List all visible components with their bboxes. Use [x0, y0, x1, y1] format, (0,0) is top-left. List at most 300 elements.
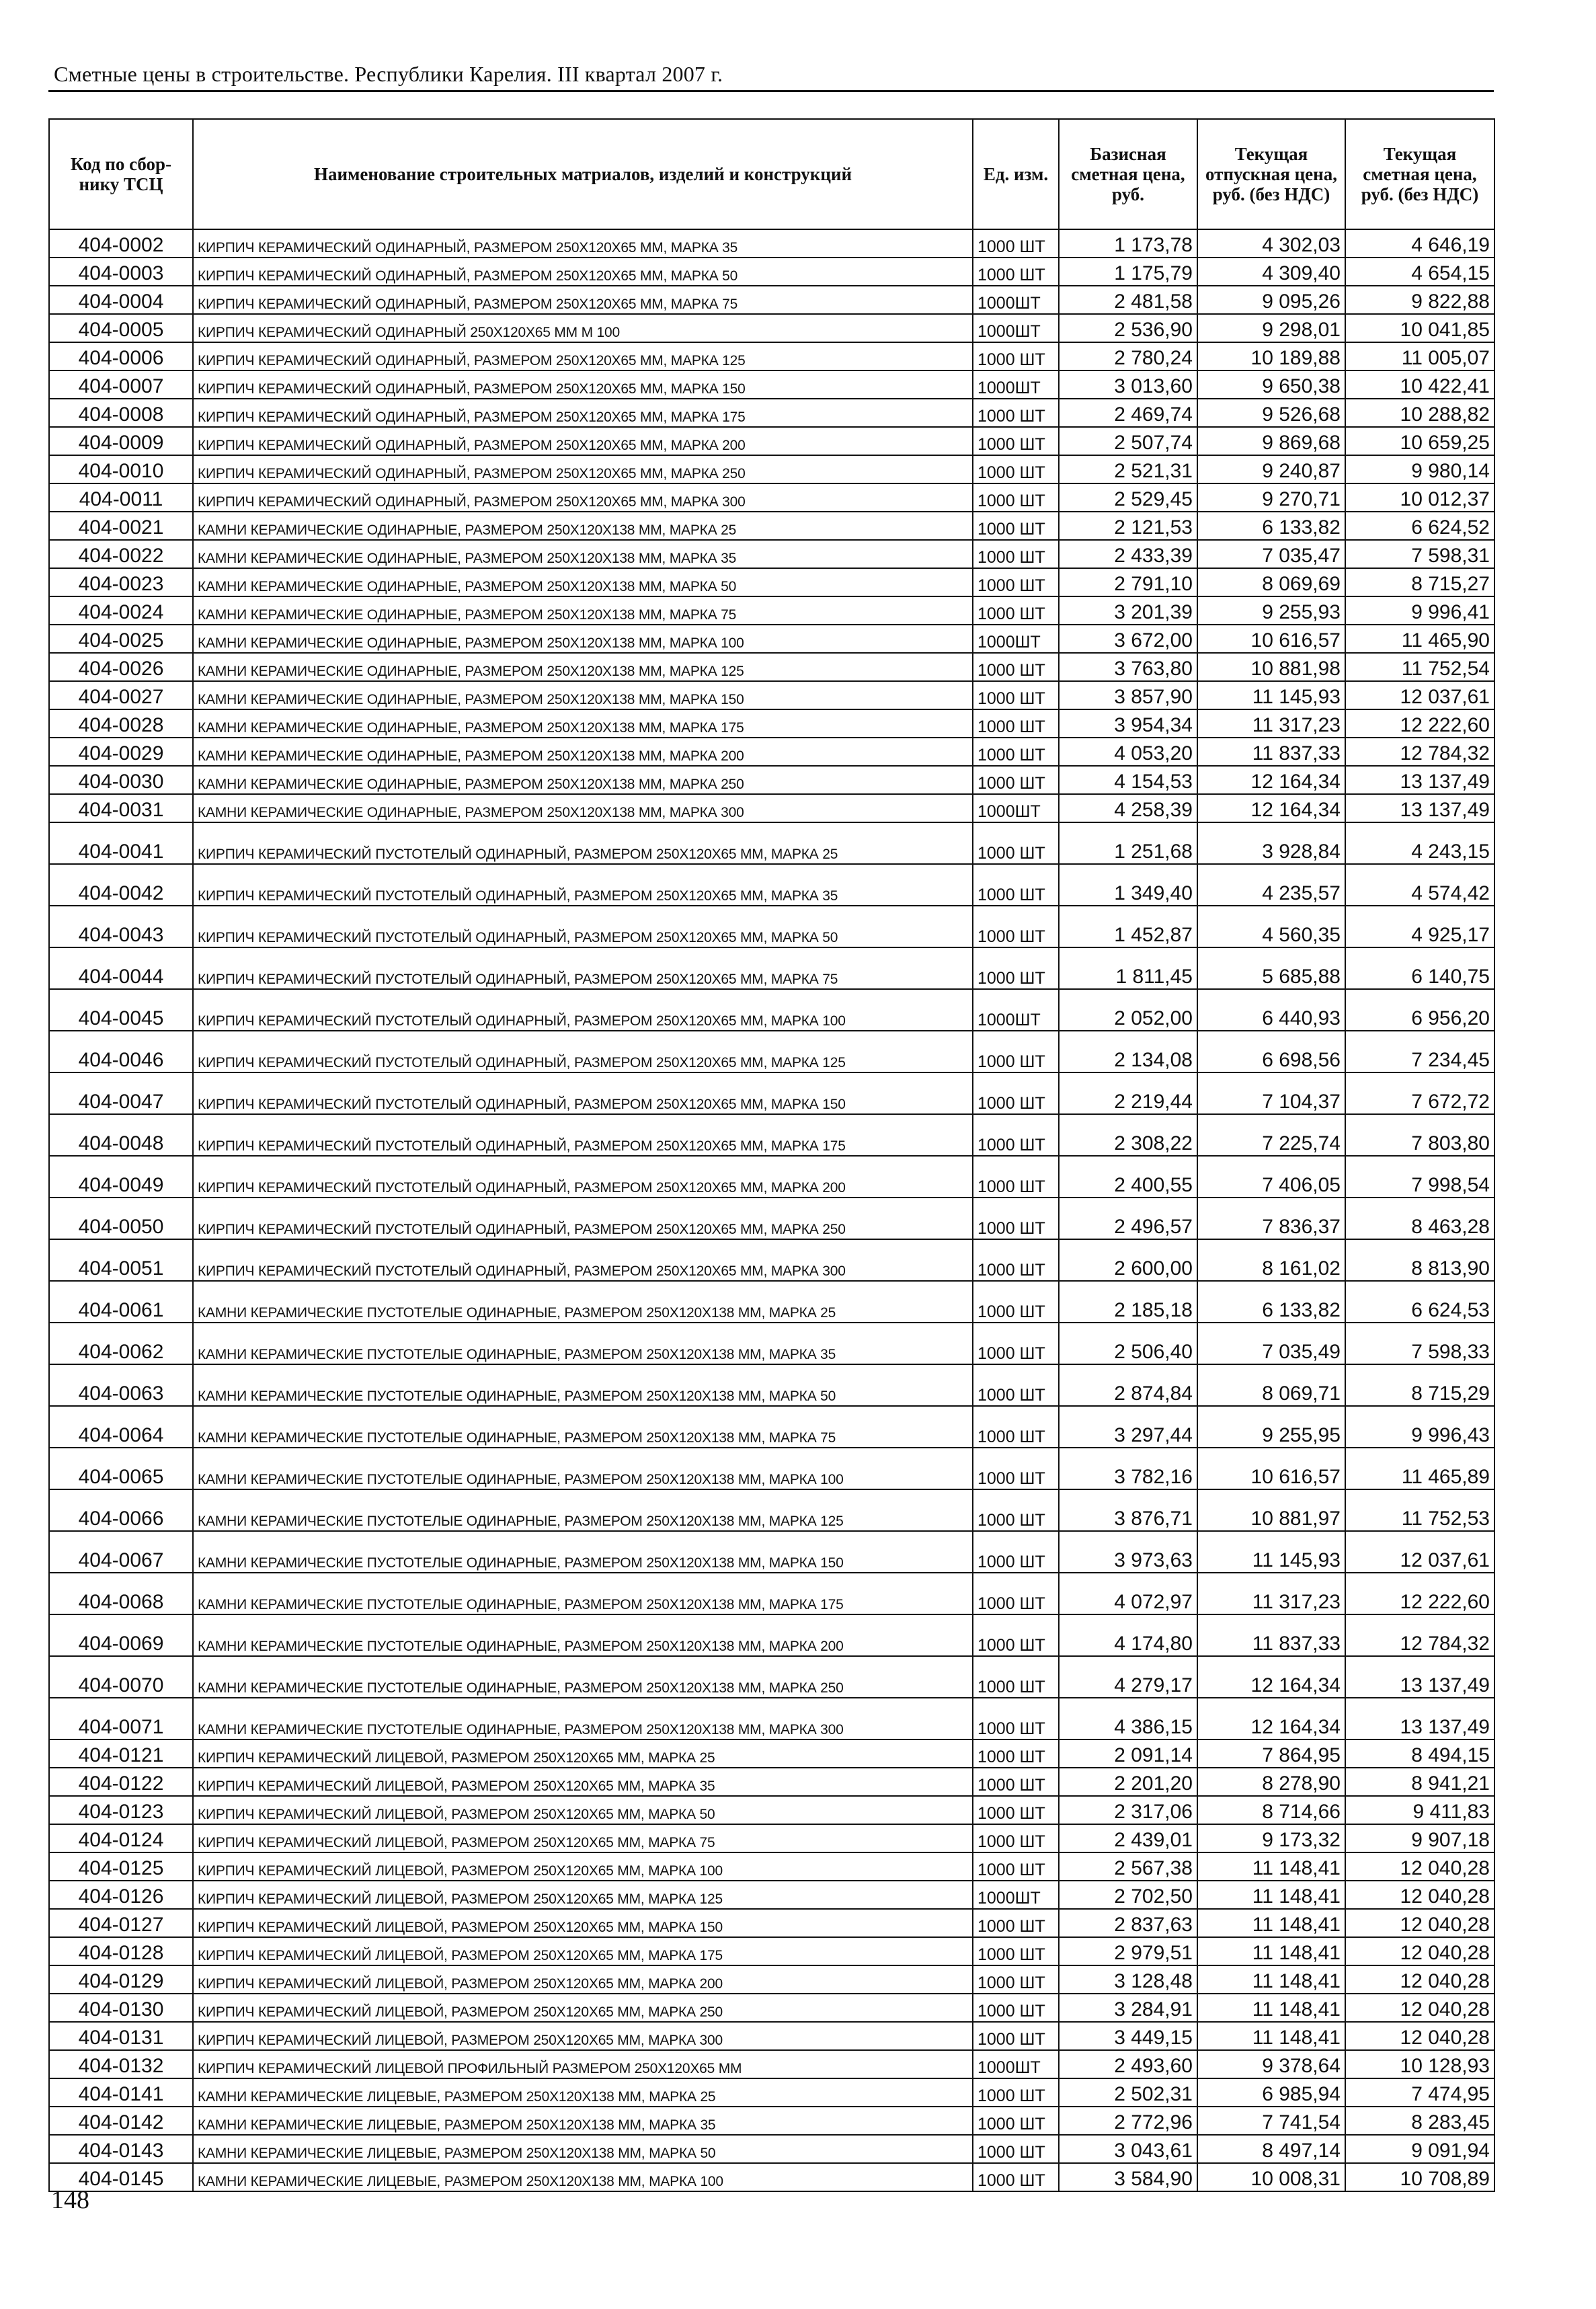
release-price: 10 881,97	[1197, 1489, 1345, 1531]
item-unit: 1000 ШТ	[973, 568, 1059, 596]
base-price: 4 053,20	[1059, 738, 1197, 766]
item-name: КАМНИ КЕРАМИЧЕСКИЕ ОДИНАРНЫЕ, РАЗМЕРОМ 250Х120Х138 ММ, МАРКА 200	[193, 738, 973, 766]
table-row	[49, 1114, 1494, 1156]
item-code: 404-0026	[49, 653, 193, 681]
item-code: 404-0028	[49, 709, 193, 738]
item-unit: 1000 ШТ	[973, 709, 1059, 738]
item-unit: 1000 ШТ	[973, 455, 1059, 483]
item-unit: 1000 ШТ	[973, 1323, 1059, 1364]
item-unit: 1000ШТ	[973, 625, 1059, 653]
base-price: 2 091,14	[1059, 1739, 1197, 1768]
table-row	[49, 1406, 1494, 1448]
table-row	[49, 596, 1494, 625]
table-header-row	[49, 119, 1494, 229]
item-unit: 1000 ШТ	[973, 1698, 1059, 1739]
item-unit: 1000 ШТ	[973, 1406, 1059, 1448]
item-name: КАМНИ КЕРАМИЧЕСКИЕ ПУСТОТЕЛЫЕ ОДИНАРНЫЕ, РАЗМЕРОМ 250Х120Х138 ММ, МАРКА 35	[193, 1323, 973, 1364]
release-price: 7 035,47	[1197, 540, 1345, 568]
item-name: КИРПИЧ КЕРАМИЧЕСКИЙ ОДИНАРНЫЙ, РАЗМЕРОМ 250Х120Х65 ММ, МАРКА 50	[193, 258, 973, 286]
release-price: 9 240,87	[1197, 455, 1345, 483]
item-name: КАМНИ КЕРАМИЧЕСКИЕ ПУСТОТЕЛЫЕ ОДИНАРНЫЕ, РАЗМЕРОМ 250Х120Х138 ММ, МАРКА 200	[193, 1614, 973, 1656]
item-code: 404-0004	[49, 286, 193, 314]
estimate-price: 12 037,61	[1345, 681, 1494, 709]
item-code: 404-0045	[49, 989, 193, 1031]
item-name: КИРПИЧ КЕРАМИЧЕСКИЙ ПУСТОТЕЛЫЙ ОДИНАРНЫЙ, РАЗМЕРОМ 250Х120Х65 ММ, МАРКА 175	[193, 1114, 973, 1156]
item-unit: 1000ШТ	[973, 794, 1059, 822]
item-code: 404-0070	[49, 1656, 193, 1698]
item-name: КИРПИЧ КЕРАМИЧЕСКИЙ ПУСТОТЕЛЫЙ ОДИНАРНЫЙ, РАЗМЕРОМ 250Х120Х65 ММ, МАРКА 300	[193, 1239, 973, 1281]
table-row	[49, 1994, 1494, 2022]
item-code: 404-0027	[49, 681, 193, 709]
release-price: 12 164,34	[1197, 794, 1345, 822]
table-row	[49, 342, 1494, 370]
estimate-price: 9 980,14	[1345, 455, 1494, 483]
item-name: КАМНИ КЕРАМИЧЕСКИЕ ОДИНАРНЫЕ, РАЗМЕРОМ 250Х120Х138 ММ, МАРКА 25	[193, 512, 973, 540]
estimate-price: 8 715,29	[1345, 1364, 1494, 1406]
base-price: 3 876,71	[1059, 1489, 1197, 1531]
item-name: КАМНИ КЕРАМИЧЕСКИЕ ЛИЦЕВЫЕ, РАЗМЕРОМ 250Х120Х138 ММ, МАРКА 100	[193, 2163, 973, 2191]
table-row	[49, 1072, 1494, 1114]
estimate-price: 6 624,52	[1345, 512, 1494, 540]
base-price: 1 452,87	[1059, 906, 1197, 947]
item-code: 404-0042	[49, 864, 193, 906]
item-unit: 1000 ШТ	[973, 1281, 1059, 1323]
item-name: КАМНИ КЕРАМИЧЕСКИЕ ОДИНАРНЫЕ, РАЗМЕРОМ 250Х120Х138 ММ, МАРКА 300	[193, 794, 973, 822]
release-price: 7 864,95	[1197, 1739, 1345, 1768]
release-price: 11 148,41	[1197, 1994, 1345, 2022]
estimate-price: 12 040,28	[1345, 1909, 1494, 1937]
item-unit: 1000 ШТ	[973, 1852, 1059, 1881]
base-price: 1 811,45	[1059, 947, 1197, 989]
base-price: 1 173,78	[1059, 229, 1197, 258]
release-price: 8 714,66	[1197, 1796, 1345, 1824]
table-row	[49, 1198, 1494, 1239]
estimate-price: 11 005,07	[1345, 342, 1494, 370]
base-price: 3 043,61	[1059, 2135, 1197, 2163]
table-row	[49, 625, 1494, 653]
table-row	[49, 681, 1494, 709]
base-price: 3 013,60	[1059, 370, 1197, 399]
item-name: КИРПИЧ КЕРАМИЧЕСКИЙ ОДИНАРНЫЙ, РАЗМЕРОМ 250Х120Х65 ММ, МАРКА 150	[193, 370, 973, 399]
item-code: 404-0006	[49, 342, 193, 370]
item-name: КАМНИ КЕРАМИЧЕСКИЕ ПУСТОТЕЛЫЕ ОДИНАРНЫЕ, РАЗМЕРОМ 250Х120Х138 ММ, МАРКА 175	[193, 1573, 973, 1614]
item-unit: 1000ШТ	[973, 286, 1059, 314]
item-name: КАМНИ КЕРАМИЧЕСКИЕ ПУСТОТЕЛЫЕ ОДИНАРНЫЕ, РАЗМЕРОМ 250Х120Х138 ММ, МАРКА 250	[193, 1656, 973, 1698]
item-name: КИРПИЧ КЕРАМИЧЕСКИЙ ОДИНАРНЫЙ, РАЗМЕРОМ 250Х120Х65 ММ, МАРКА 35	[193, 229, 973, 258]
estimate-price: 8 494,15	[1345, 1739, 1494, 1768]
estimate-price: 10 659,25	[1345, 427, 1494, 455]
base-price: 2 506,40	[1059, 1323, 1197, 1364]
item-code: 404-0047	[49, 1072, 193, 1114]
base-price: 3 201,39	[1059, 596, 1197, 625]
item-name: КАМНИ КЕРАМИЧЕСКИЕ ОДИНАРНЫЕ, РАЗМЕРОМ 250Х120Х138 ММ, МАРКА 175	[193, 709, 973, 738]
item-unit: 1000 ШТ	[973, 229, 1059, 258]
item-name: КИРПИЧ КЕРАМИЧЕСКИЙ ОДИНАРНЫЙ, РАЗМЕРОМ 250Х120Х65 ММ, МАРКА 200	[193, 427, 973, 455]
item-name: КАМНИ КЕРАМИЧЕСКИЕ ПУСТОТЕЛЫЕ ОДИНАРНЫЕ, РАЗМЕРОМ 250Х120Х138 ММ, МАРКА 100	[193, 1448, 973, 1489]
base-price: 2 201,20	[1059, 1768, 1197, 1796]
base-price: 3 449,15	[1059, 2022, 1197, 2050]
item-code: 404-0008	[49, 399, 193, 427]
release-price: 11 148,41	[1197, 1909, 1345, 1937]
base-price: 2 496,57	[1059, 1198, 1197, 1239]
base-price: 4 072,97	[1059, 1573, 1197, 1614]
base-price: 3 672,00	[1059, 625, 1197, 653]
item-code: 404-0021	[49, 512, 193, 540]
item-name: КАМНИ КЕРАМИЧЕСКИЕ ПУСТОТЕЛЫЕ ОДИНАРНЫЕ, РАЗМЕРОМ 250Х120Х138 ММ, МАРКА 300	[193, 1698, 973, 1739]
item-name: КАМНИ КЕРАМИЧЕСКИЕ ПУСТОТЕЛЫЕ ОДИНАРНЫЕ, РАЗМЕРОМ 250Х120Х138 ММ, МАРКА 50	[193, 1364, 973, 1406]
item-code: 404-0062	[49, 1323, 193, 1364]
item-name: КИРПИЧ КЕРАМИЧЕСКИЙ ЛИЦЕВОЙ ПРОФИЛЬНЫЙ РАЗМЕРОМ 250Х120Х65 ММ	[193, 2050, 973, 2078]
item-code: 404-0123	[49, 1796, 193, 1824]
page-number: 148	[51, 2186, 89, 2214]
item-code: 404-0132	[49, 2050, 193, 2078]
estimate-price: 13 137,49	[1345, 794, 1494, 822]
item-code: 404-0005	[49, 314, 193, 342]
estimate-price: 11 752,54	[1345, 653, 1494, 681]
estimate-price: 12 037,61	[1345, 1531, 1494, 1573]
item-name: КИРПИЧ КЕРАМИЧЕСКИЙ ЛИЦЕВОЙ, РАЗМЕРОМ 250Х120Х65 ММ, МАРКА 50	[193, 1796, 973, 1824]
item-code: 404-0127	[49, 1909, 193, 1937]
item-name: КАМНИ КЕРАМИЧЕСКИЕ ОДИНАРНЫЕ, РАЗМЕРОМ 250Х120Х138 ММ, МАРКА 50	[193, 568, 973, 596]
item-unit: 1000 ШТ	[973, 540, 1059, 568]
release-price: 8 069,69	[1197, 568, 1345, 596]
table-row	[49, 1239, 1494, 1281]
item-code: 404-0143	[49, 2135, 193, 2163]
item-code: 404-0024	[49, 596, 193, 625]
item-code: 404-0064	[49, 1406, 193, 1448]
estimate-price: 4 574,42	[1345, 864, 1494, 906]
release-price: 11 148,41	[1197, 1965, 1345, 1994]
estimate-price: 4 925,17	[1345, 906, 1494, 947]
table-row	[49, 1739, 1494, 1768]
item-unit: 1000 ШТ	[973, 2163, 1059, 2191]
item-unit: 1000 ШТ	[973, 653, 1059, 681]
item-code: 404-0068	[49, 1573, 193, 1614]
estimate-price: 10 128,93	[1345, 2050, 1494, 2078]
estimate-price: 10 041,85	[1345, 314, 1494, 342]
estimate-price: 7 803,80	[1345, 1114, 1494, 1156]
base-price: 3 584,90	[1059, 2163, 1197, 2191]
base-price: 2 507,74	[1059, 427, 1197, 455]
base-price: 2 600,00	[1059, 1239, 1197, 1281]
table-row	[49, 906, 1494, 947]
item-unit: 1000 ШТ	[973, 1614, 1059, 1656]
estimate-price: 12 040,28	[1345, 2022, 1494, 2050]
item-code: 404-0030	[49, 766, 193, 794]
item-name: КАМНИ КЕРАМИЧЕСКИЕ ПУСТОТЕЛЫЕ ОДИНАРНЫЕ, РАЗМЕРОМ 250Х120Х138 ММ, МАРКА 25	[193, 1281, 973, 1323]
item-name: КАМНИ КЕРАМИЧЕСКИЕ ЛИЦЕВЫЕ, РАЗМЕРОМ 250Х120Х138 ММ, МАРКА 35	[193, 2107, 973, 2135]
item-name: КИРПИЧ КЕРАМИЧЕСКИЙ ПУСТОТЕЛЫЙ ОДИНАРНЫЙ, РАЗМЕРОМ 250Х120Х65 ММ, МАРКА 75	[193, 947, 973, 989]
table-row	[49, 1881, 1494, 1909]
item-code: 404-0131	[49, 2022, 193, 2050]
col-header-code: Код по сбор-нику ТСЦ	[49, 119, 193, 229]
estimate-price: 12 784,32	[1345, 1614, 1494, 1656]
item-unit: 1000 ШТ	[973, 1364, 1059, 1406]
base-price: 2 493,60	[1059, 2050, 1197, 2078]
item-unit: 1000 ШТ	[973, 2107, 1059, 2135]
release-price: 6 133,82	[1197, 512, 1345, 540]
item-code: 404-0063	[49, 1364, 193, 1406]
release-price: 6 985,94	[1197, 2078, 1345, 2107]
item-code: 404-0121	[49, 1739, 193, 1768]
item-code: 404-0023	[49, 568, 193, 596]
table-row	[49, 1614, 1494, 1656]
table-row	[49, 2078, 1494, 2107]
release-price: 7 406,05	[1197, 1156, 1345, 1198]
estimate-price: 10 012,37	[1345, 483, 1494, 512]
estimate-price: 13 137,49	[1345, 1656, 1494, 1698]
item-code: 404-0049	[49, 1156, 193, 1198]
release-price: 11 145,93	[1197, 1531, 1345, 1573]
table-row	[49, 1909, 1494, 1937]
table-row	[49, 1824, 1494, 1852]
release-price: 11 145,93	[1197, 681, 1345, 709]
estimate-price: 13 137,49	[1345, 766, 1494, 794]
base-price: 3 954,34	[1059, 709, 1197, 738]
release-price: 7 836,37	[1197, 1198, 1345, 1239]
base-price: 3 782,16	[1059, 1448, 1197, 1489]
col-header-base-price: Базисная сметная цена, руб.	[1059, 119, 1197, 229]
item-code: 404-0003	[49, 258, 193, 286]
estimate-price: 6 624,53	[1345, 1281, 1494, 1323]
item-name: КИРПИЧ КЕРАМИЧЕСКИЙ ЛИЦЕВОЙ, РАЗМЕРОМ 250Х120Х65 ММ, МАРКА 150	[193, 1909, 973, 1937]
page-header: Сметные цены в строительстве. Республики Карелия. III квартал 2007 г.	[54, 62, 723, 86]
base-price: 3 857,90	[1059, 681, 1197, 709]
item-name: КИРПИЧ КЕРАМИЧЕСКИЙ ЛИЦЕВОЙ, РАЗМЕРОМ 250Х120Х65 ММ, МАРКА 125	[193, 1881, 973, 1909]
item-name: КИРПИЧ КЕРАМИЧЕСКИЙ ПУСТОТЕЛЫЙ ОДИНАРНЫЙ, РАЗМЕРОМ 250Х120Х65 ММ, МАРКА 250	[193, 1198, 973, 1239]
release-price: 8 069,71	[1197, 1364, 1345, 1406]
item-name: КАМНИ КЕРАМИЧЕСКИЕ ОДИНАРНЫЕ, РАЗМЕРОМ 250Х120Х138 ММ, МАРКА 100	[193, 625, 973, 653]
item-unit: 1000 ШТ	[973, 1489, 1059, 1531]
item-name: КИРПИЧ КЕРАМИЧЕСКИЙ ЛИЦЕВОЙ, РАЗМЕРОМ 250Х120Х65 ММ, МАРКА 100	[193, 1852, 973, 1881]
release-price: 11 837,33	[1197, 738, 1345, 766]
table-body	[49, 229, 1494, 2191]
table-row	[49, 229, 1494, 258]
item-unit: 1000ШТ	[973, 2050, 1059, 2078]
release-price: 9 270,71	[1197, 483, 1345, 512]
estimate-price: 12 040,28	[1345, 1937, 1494, 1965]
release-price: 5 685,88	[1197, 947, 1345, 989]
release-price: 10 616,57	[1197, 625, 1345, 653]
item-unit: 1000 ШТ	[973, 864, 1059, 906]
table-row	[49, 738, 1494, 766]
table-row	[49, 286, 1494, 314]
release-price: 12 164,34	[1197, 1698, 1345, 1739]
item-unit: 1000 ШТ	[973, 1739, 1059, 1768]
table-row	[49, 1031, 1494, 1072]
release-price: 12 164,34	[1197, 766, 1345, 794]
table-row	[49, 947, 1494, 989]
release-price: 11 317,23	[1197, 709, 1345, 738]
base-price: 3 128,48	[1059, 1965, 1197, 1994]
item-unit: 1000 ШТ	[973, 1573, 1059, 1614]
price-table	[48, 118, 1495, 2192]
item-code: 404-0041	[49, 822, 193, 864]
item-unit: 1000ШТ	[973, 314, 1059, 342]
item-name: КИРПИЧ КЕРАМИЧЕСКИЙ ОДИНАРНЫЙ, РАЗМЕРОМ 250Х120Х65 ММ, МАРКА 75	[193, 286, 973, 314]
table-row	[49, 1156, 1494, 1198]
item-unit: 1000 ШТ	[973, 1965, 1059, 1994]
base-price: 2 481,58	[1059, 286, 1197, 314]
table-row	[49, 512, 1494, 540]
table-row	[49, 1573, 1494, 1614]
item-code: 404-0124	[49, 1824, 193, 1852]
base-price: 2 874,84	[1059, 1364, 1197, 1406]
item-unit: 1000ШТ	[973, 1881, 1059, 1909]
item-unit: 1000 ШТ	[973, 822, 1059, 864]
release-price: 8 497,14	[1197, 2135, 1345, 2163]
item-unit: 1000ШТ	[973, 989, 1059, 1031]
base-price: 1 175,79	[1059, 258, 1197, 286]
release-price: 11 837,33	[1197, 1614, 1345, 1656]
estimate-price: 9 091,94	[1345, 2135, 1494, 2163]
release-price: 8 278,90	[1197, 1768, 1345, 1796]
release-price: 11 148,41	[1197, 1852, 1345, 1881]
item-name: КИРПИЧ КЕРАМИЧЕСКИЙ ЛИЦЕВОЙ, РАЗМЕРОМ 250Х120Х65 ММ, МАРКА 35	[193, 1768, 973, 1796]
release-price: 6 133,82	[1197, 1281, 1345, 1323]
base-price: 1 251,68	[1059, 822, 1197, 864]
estimate-price: 8 813,90	[1345, 1239, 1494, 1281]
release-price: 7 035,49	[1197, 1323, 1345, 1364]
item-unit: 1000 ШТ	[973, 2135, 1059, 2163]
estimate-price: 7 672,72	[1345, 1072, 1494, 1114]
base-price: 2 469,74	[1059, 399, 1197, 427]
item-unit: 1000 ШТ	[973, 2078, 1059, 2107]
base-price: 2 185,18	[1059, 1281, 1197, 1323]
release-price: 9 869,68	[1197, 427, 1345, 455]
item-code: 404-0046	[49, 1031, 193, 1072]
table-row	[49, 1698, 1494, 1739]
base-price: 2 702,50	[1059, 1881, 1197, 1909]
item-name: КИРПИЧ КЕРАМИЧЕСКИЙ ОДИНАРНЫЙ, РАЗМЕРОМ 250Х120Х65 ММ, МАРКА 175	[193, 399, 973, 427]
col-header-name: Наименование строительных матриалов, изделий и конструкций	[193, 119, 973, 229]
item-unit: 1000 ШТ	[973, 1768, 1059, 1796]
base-price: 1 349,40	[1059, 864, 1197, 906]
item-name: КАМНИ КЕРАМИЧЕСКИЕ ПУСТОТЕЛЫЕ ОДИНАРНЫЕ, РАЗМЕРОМ 250Х120Х138 ММ, МАРКА 75	[193, 1406, 973, 1448]
item-unit: 1000 ШТ	[973, 681, 1059, 709]
table-row	[49, 822, 1494, 864]
col-header-release-price: Текущая отпускная цена, руб. (без НДС)	[1197, 119, 1345, 229]
release-price: 9 173,32	[1197, 1824, 1345, 1852]
table-row	[49, 258, 1494, 286]
release-price: 11 317,23	[1197, 1573, 1345, 1614]
release-price: 9 378,64	[1197, 2050, 1345, 2078]
base-price: 2 780,24	[1059, 342, 1197, 370]
estimate-price: 10 422,41	[1345, 370, 1494, 399]
release-price: 9 526,68	[1197, 399, 1345, 427]
item-name: КАМНИ КЕРАМИЧЕСКИЕ ЛИЦЕВЫЕ, РАЗМЕРОМ 250Х120Х138 ММ, МАРКА 25	[193, 2078, 973, 2107]
base-price: 2 791,10	[1059, 568, 1197, 596]
item-name: КАМНИ КЕРАМИЧЕСКИЕ ОДИНАРНЫЕ, РАЗМЕРОМ 250Х120Х138 ММ, МАРКА 75	[193, 596, 973, 625]
item-unit: 1000 ШТ	[973, 427, 1059, 455]
base-price: 3 973,63	[1059, 1531, 1197, 1573]
estimate-price: 9 822,88	[1345, 286, 1494, 314]
item-code: 404-0128	[49, 1937, 193, 1965]
release-price: 10 881,98	[1197, 653, 1345, 681]
item-code: 404-0043	[49, 906, 193, 947]
item-code: 404-0044	[49, 947, 193, 989]
item-unit: 1000 ШТ	[973, 1937, 1059, 1965]
estimate-price: 7 474,95	[1345, 2078, 1494, 2107]
table-row	[49, 1965, 1494, 1994]
estimate-price: 11 752,53	[1345, 1489, 1494, 1531]
item-unit: 1000 ШТ	[973, 512, 1059, 540]
estimate-price: 4 243,15	[1345, 822, 1494, 864]
release-price: 6 698,56	[1197, 1031, 1345, 1072]
item-unit: 1000 ШТ	[973, 1239, 1059, 1281]
item-code: 404-0031	[49, 794, 193, 822]
release-price: 4 302,03	[1197, 229, 1345, 258]
item-name: КИРПИЧ КЕРАМИЧЕСКИЙ ЛИЦЕВОЙ, РАЗМЕРОМ 250Х120Х65 ММ, МАРКА 200	[193, 1965, 973, 1994]
table-row	[49, 483, 1494, 512]
item-code: 404-0051	[49, 1239, 193, 1281]
item-name: КИРПИЧ КЕРАМИЧЕСКИЙ ОДИНАРНЫЙ, РАЗМЕРОМ 250Х120Х65 ММ, МАРКА 125	[193, 342, 973, 370]
item-name: КИРПИЧ КЕРАМИЧЕСКИЙ ОДИНАРНЫЙ, РАЗМЕРОМ 250Х120Х65 ММ, МАРКА 250	[193, 455, 973, 483]
estimate-price: 7 598,33	[1345, 1323, 1494, 1364]
base-price: 4 279,17	[1059, 1656, 1197, 1698]
base-price: 2 433,39	[1059, 540, 1197, 568]
item-code: 404-0061	[49, 1281, 193, 1323]
item-name: КАМНИ КЕРАМИЧЕСКИЕ ОДИНАРНЫЕ, РАЗМЕРОМ 250Х120Х138 ММ, МАРКА 35	[193, 540, 973, 568]
base-price: 2 521,31	[1059, 455, 1197, 483]
item-name: КАМНИ КЕРАМИЧЕСКИЕ ОДИНАРНЫЕ, РАЗМЕРОМ 250Х120Х138 ММ, МАРКА 125	[193, 653, 973, 681]
table-row	[49, 455, 1494, 483]
release-price: 9 298,01	[1197, 314, 1345, 342]
item-code: 404-0069	[49, 1614, 193, 1656]
item-name: КИРПИЧ КЕРАМИЧЕСКИЙ ОДИНАРНЫЙ, РАЗМЕРОМ 250Х120Х65 ММ, МАРКА 300	[193, 483, 973, 512]
item-code: 404-0029	[49, 738, 193, 766]
estimate-price: 12 040,28	[1345, 1965, 1494, 1994]
table-row	[49, 766, 1494, 794]
base-price: 2 308,22	[1059, 1114, 1197, 1156]
base-price: 2 219,44	[1059, 1072, 1197, 1114]
release-price: 11 148,41	[1197, 2022, 1345, 2050]
release-price: 4 560,35	[1197, 906, 1345, 947]
table-row	[49, 989, 1494, 1031]
estimate-price: 9 996,43	[1345, 1406, 1494, 1448]
base-price: 4 258,39	[1059, 794, 1197, 822]
item-unit: 1000 ШТ	[973, 2022, 1059, 2050]
estimate-price: 12 222,60	[1345, 1573, 1494, 1614]
table-row	[49, 427, 1494, 455]
release-price: 11 148,41	[1197, 1937, 1345, 1965]
release-price: 7 225,74	[1197, 1114, 1345, 1156]
release-price: 10 616,57	[1197, 1448, 1345, 1489]
item-code: 404-0009	[49, 427, 193, 455]
base-price: 2 439,01	[1059, 1824, 1197, 1852]
item-code: 404-0141	[49, 2078, 193, 2107]
table-row	[49, 794, 1494, 822]
item-code: 404-0145	[49, 2163, 193, 2191]
item-unit: 1000 ШТ	[973, 1824, 1059, 1852]
item-code: 404-0142	[49, 2107, 193, 2135]
item-name: КИРПИЧ КЕРАМИЧЕСКИЙ ЛИЦЕВОЙ, РАЗМЕРОМ 250Х120Х65 ММ, МАРКА 75	[193, 1824, 973, 1852]
item-name: КАМНИ КЕРАМИЧЕСКИЕ ОДИНАРНЫЕ, РАЗМЕРОМ 250Х120Х138 ММ, МАРКА 150	[193, 681, 973, 709]
item-code: 404-0050	[49, 1198, 193, 1239]
base-price: 3 284,91	[1059, 1994, 1197, 2022]
estimate-price: 10 288,82	[1345, 399, 1494, 427]
table-row	[49, 2022, 1494, 2050]
base-price: 2 567,38	[1059, 1852, 1197, 1881]
estimate-price: 12 040,28	[1345, 1994, 1494, 2022]
item-name: КИРПИЧ КЕРАМИЧЕСКИЙ ПУСТОТЕЛЫЙ ОДИНАРНЫЙ, РАЗМЕРОМ 250Х120Х65 ММ, МАРКА 200	[193, 1156, 973, 1198]
base-price: 2 121,53	[1059, 512, 1197, 540]
item-unit: 1000 ШТ	[973, 1909, 1059, 1937]
item-code: 404-0025	[49, 625, 193, 653]
item-name: КИРПИЧ КЕРАМИЧЕСКИЙ ПУСТОТЕЛЫЙ ОДИНАРНЫЙ, РАЗМЕРОМ 250Х120Х65 ММ, МАРКА 150	[193, 1072, 973, 1114]
table-row	[49, 1852, 1494, 1881]
item-code: 404-0007	[49, 370, 193, 399]
